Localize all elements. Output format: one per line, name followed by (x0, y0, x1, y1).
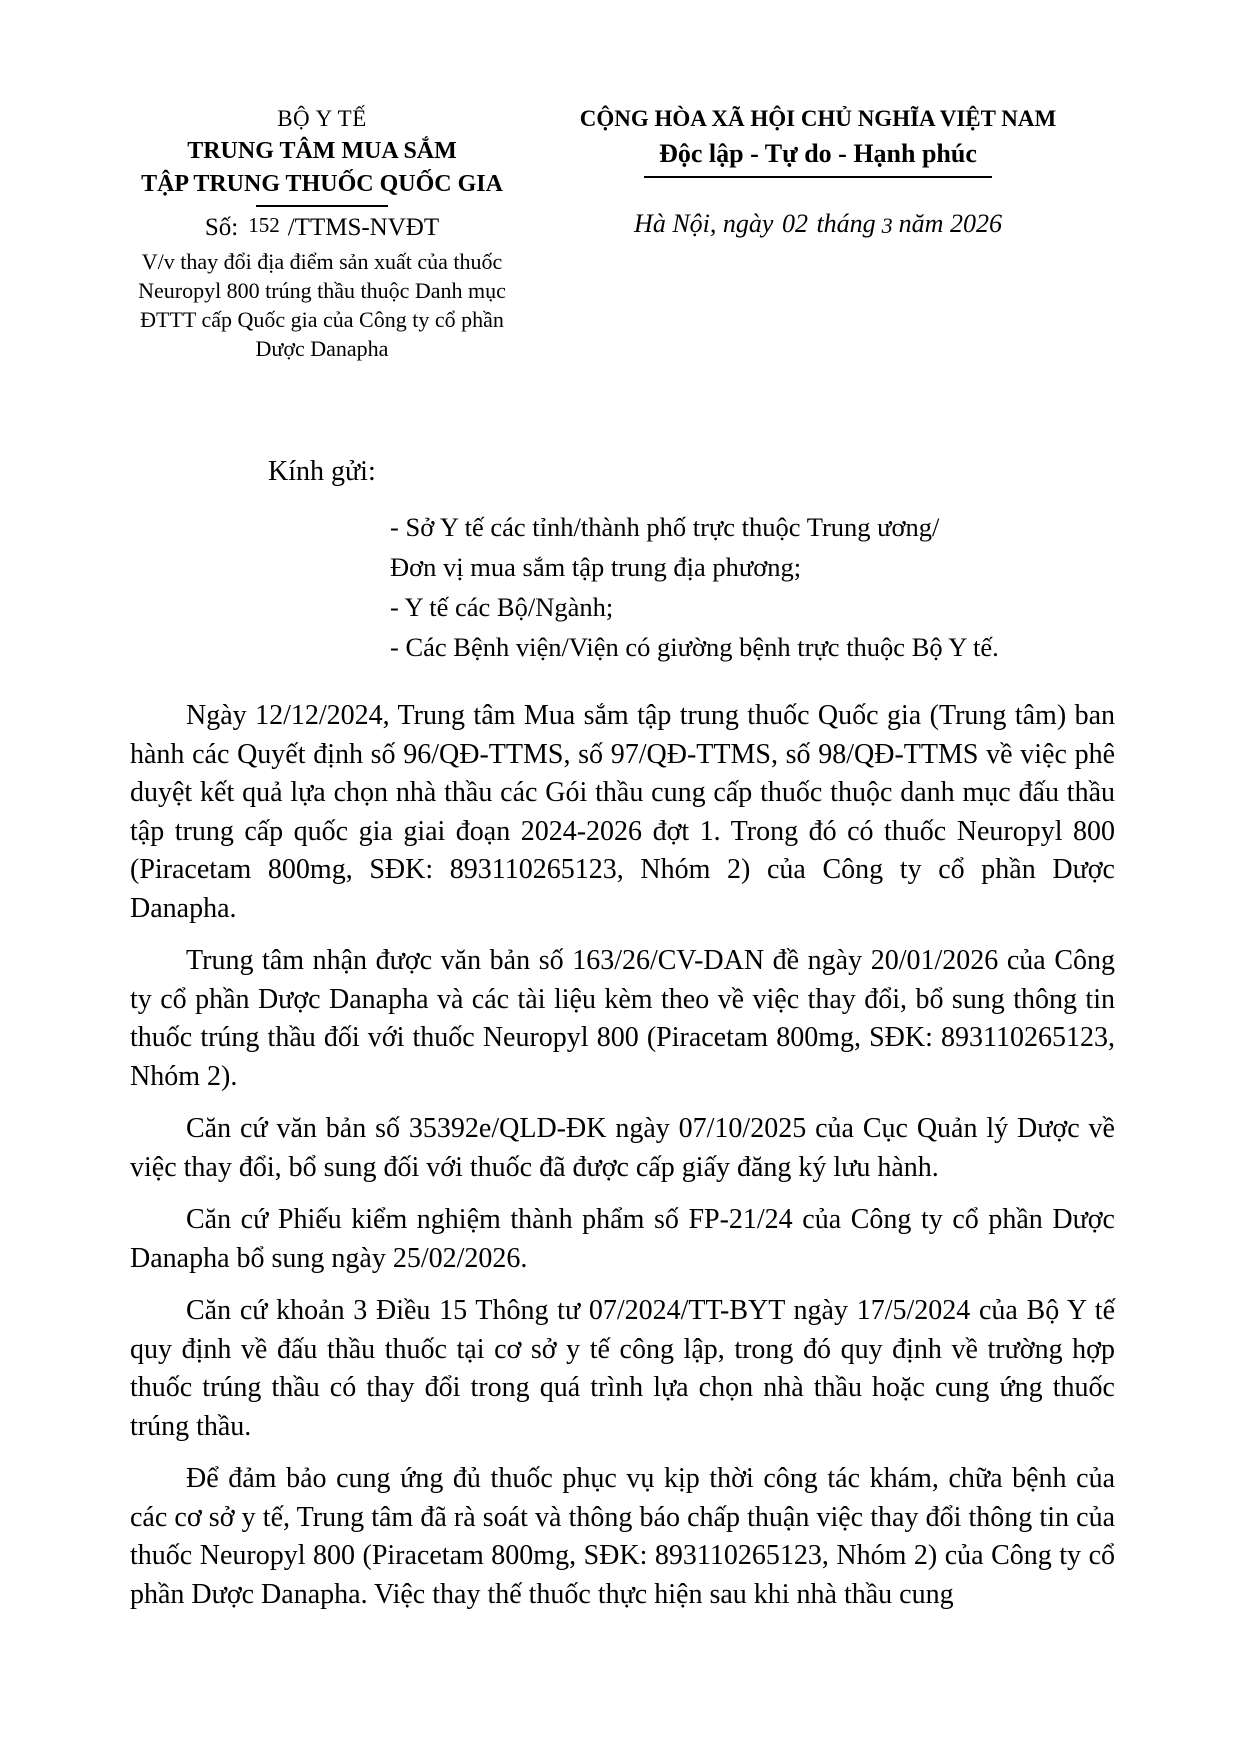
org-name-line-2: TẬP TRUNG THUỐC QUỐC GIA (141, 171, 503, 197)
body-paragraph: Ngày 12/12/2024, Trung tâm Mua sắm tập trung thuốc Quốc gia (Trung tâm) ban hành các Quyết định số 96/QĐ-TTMS, số 97/QĐ-TTMS, số 98/QĐ-TTMS về việc phê duyệt kết quả lựa chọn nhà thầu các Gói thầu cung cấp thuốc thuộc danh mục đấu thầu tập trung cấp quốc gia giai đoạn 2024-2026 đợt 1. Trong đó có thuốc Neuropyl 800 (Piracetam 800mg, SĐK: 893110265123, Nhóm 2) của Công ty cổ phần Dược Danapha. (130, 700, 1115, 924)
body-paragraph: Căn cứ khoản 3 Điều 15 Thông tư 07/2024/TT-BYT ngày 17/5/2024 của Bộ Y tế quy định về đấu thầu thuốc tại cơ sở y tế công lập, trong đó quy định về trường hợp thuốc trúng thầu có thay đổi trong quá trình lựa chọn nhà thầu hoặc cung ứng thuốc trúng thầu. (130, 1295, 1115, 1442)
body-text (130, 697, 1115, 1614)
doc-subject-line: Neuropyl 800 trúng thầu thuộc Danh mục (138, 278, 506, 303)
place-date-day: 02 (781, 209, 808, 238)
place-date-line (554, 207, 1082, 242)
national-header-block (554, 102, 1082, 242)
salutation-section (268, 453, 1241, 667)
motto-divider (644, 176, 992, 178)
body-paragraph: Trung tâm nhận được văn bản số 163/26/CV-DAN đề ngày 20/01/2026 của Công ty cổ phần Dược Danapha và các tài liệu kèm theo về việc thay đổi, bổ sung thông tin thuốc trúng thầu đối với thuốc Neuropyl 800 (Piracetam 800mg, SĐK: 893110265123, Nhóm 2). (130, 945, 1115, 1092)
org-name-line-1: TRUNG TÂM MUA SẮM (187, 138, 457, 164)
place-date-month: 3 (881, 213, 893, 238)
parent-org-name: BỘ Y TẾ (277, 106, 367, 131)
doc-subject-line: V/v thay đổi địa điểm sản xuất của thuốc (141, 249, 503, 274)
recipient-line: - Các Bệnh viện/Viện có giường bệnh trực thuộc Bộ Y tế. (390, 632, 999, 662)
body-paragraph: Căn cứ văn bản số 35392e/QLD-ĐK ngày 07/10/2025 của Cục Quản lý Dược về việc thay đổi, bổ sung đối với thuốc đã được cấp giấy đăng ký lưu hành. (130, 1113, 1115, 1183)
place-date-month-label: tháng (816, 209, 876, 238)
doc-number-line (96, 210, 548, 246)
doc-number-suffix: /TTMS-NVĐT (287, 214, 440, 241)
doc-number-prefix: Số: (204, 214, 239, 241)
recipient-line: - Y tế các Bộ/Ngành; (390, 592, 614, 622)
place-date-year-label: năm (898, 209, 944, 238)
place-date-year: 2026 (949, 209, 1002, 238)
salutation-label: Kính gửi: (268, 456, 376, 487)
place-date-prefix: Hà Nội, ngày (634, 209, 774, 238)
national-title: CỘNG HÒA XÃ HỘI CHỦ NGHĨA VIỆT NAM (579, 106, 1057, 131)
body-paragraph: Để đảm bảo cung ứng đủ thuốc phục vụ kịp thời công tác khám, chữa bệnh của các cơ sở y tế, Trung tâm đã rà soát và thông báo chấp thuận việc thay đổi thông tin của thuốc Neuropyl 800 (Piracetam 800mg, SĐK: 893110265123, Nhóm 2) của Công ty cổ phần Dược Danapha. Việc thay thế thuốc thực hiện sau khi nhà thầu cung (130, 1463, 1115, 1610)
recipient-line: - Sở Y tế các tỉnh/thành phố trực thuộc Trung ương/ (390, 512, 940, 542)
doc-subject-line: Dược Danapha (255, 336, 389, 361)
doc-number-value: 152 (248, 213, 280, 237)
recipient-line: Đơn vị mua sắm tập trung địa phương; (390, 552, 802, 582)
issuer-block (96, 102, 548, 363)
national-motto: Độc lập - Tự do - Hạnh phúc (659, 139, 977, 168)
org-divider (256, 205, 388, 207)
document-header (0, 0, 1241, 363)
doc-subject-line: ĐTTT cấp Quốc gia của Công ty cổ phần (140, 307, 504, 332)
recipient-list (390, 507, 1241, 667)
doc-subject (96, 247, 548, 363)
body-paragraph: Căn cứ Phiếu kiểm nghiệm thành phẩm số FP-21/24 của Công ty cổ phần Dược Danapha bổ sung ngày 25/02/2026. (130, 1204, 1115, 1274)
